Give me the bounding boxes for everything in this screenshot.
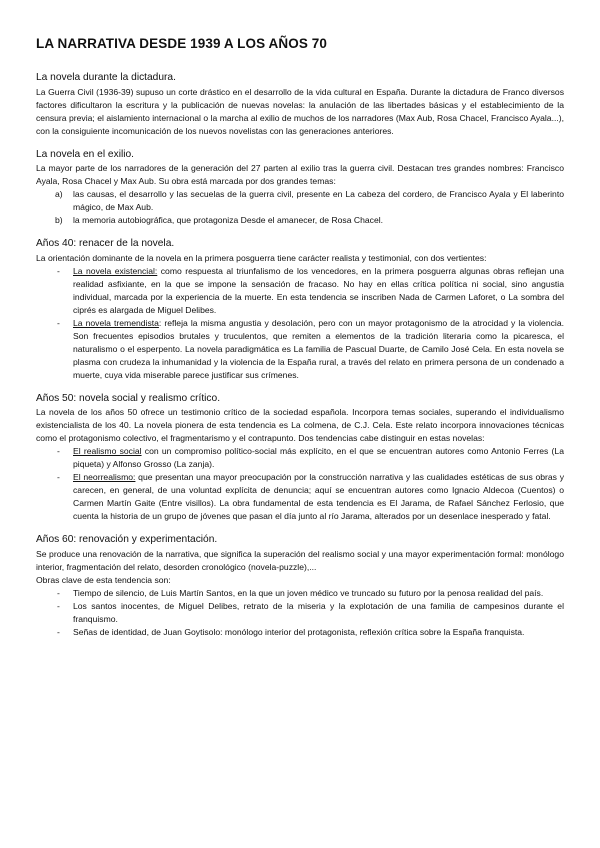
list-item-term: La novela tremendista [73,317,159,328]
list-item [36,188,564,214]
list-marker: - [57,446,60,456]
list-item-term: El realismo social [73,446,142,456]
list-item [36,445,564,471]
list-item-text: que presentan una mayor preocupación por la construcción narrativa y las cualidades estéticas de sus obras y carecen, en general, de una voluntad explícita de denuncia; aquí se encuentran autores como Ignacio Aldecoa (Cuentos) o Carmen Martín Gaite (Entre visillos). La obra fundamental de esta tendencia es El Jarama, de Rafael Sánchez Ferlosio, que cuenta la historia de un grupo de jóvenes que pasan el día junto al río Jarama, alterados por un desenlace inesperado y fatal. [73,472,565,521]
list-item [36,471,564,523]
section-exilio [36,149,564,228]
section-anos-60 [36,534,564,639]
list-item [36,626,564,639]
section-heading: Años 50: novela social y realismo crítico. [36,392,221,404]
list-marker: - [57,587,60,598]
list-item [36,214,564,227]
section-heading: Años 60: renovación y experimentación. [36,534,218,545]
section-paragraph: La mayor parte de los narradores de la generación del 27 parten al exilio tras la guerra civil. Destacan tres grandes nombres: Francisco Ayala, Rosa Chacel y Max Aub. Su obra está marcada por dos grandes temas: [36,163,564,186]
section-paragraph: La novela de los años 50 ofrece un testimonio crítico de la sociedad española. Incorpora temas sociales, superando el individualismo existencialista de los 40. La novela pionera de esta tendencia es La colmena, de C.J. Cela. Este relato incorpora innovaciones técnicas como el protagonismo colectivo, el fragmentarismo y el contrapunto. Dos tendencias cabe distinguir en estas novelas: [36,407,564,443]
list-marker: - [57,626,60,637]
dash-list [36,265,564,382]
section-paragraph: Se produce una renovación de la narrativa, que significa la superación del realismo social y una mayor experimentación formal: monólogo interior, fragmentación del relato, desorden cronológico (novela-puzzle),... [36,548,564,572]
list-item [36,265,564,317]
section-paragraph-2: Obras clave de esta tendencia son: [36,574,171,585]
section-heading: Años 40: renacer de la novela. [36,238,175,249]
list-item-text: como respuesta al triunfalismo de los vencedores, en la primera posguerra algunas obras reflejan una realidad asfixiante, en la que se impone la sensación de fracaso. No hay en ellas crítica política ni social, sino angustia individual, marcada por la experiencia de la muerte. En esta tendencia se inscriben Nada de Carmen Laforet, o La sombra del ciprés es alargada de Miguel Delibes. [73,265,564,315]
dash-list [36,587,564,639]
list-marker: - [57,600,60,611]
list-marker: a) [55,189,63,199]
document-title: LA NARRATIVA DESDE 1939 A LOS AÑOS 70 [36,36,328,51]
list-item-text: la memoria autobiográfica, que protagoniza Desde el amanecer, de Rosa Chacel. [73,215,384,225]
section-heading: La novela durante la dictadura. [36,72,176,83]
list-marker: b) [55,215,63,225]
lettered-list [36,188,564,227]
list-item-text: Señas de identidad, de Juan Goytisolo: monólogo interior del protagonista, reflexión crítica sobre la España franquista. [73,626,525,637]
section-heading: La novela en el exilio. [36,148,134,160]
list-item-term: La novela existencial: [73,265,158,276]
section-paragraph: La orientación dominante de la novela en la primera posguerra tiene carácter realista y testimonial, con dos vertientes: [36,252,487,263]
list-item-text: : refleja la misma angustia y desolación, pero con un mayor protagonismo de la atrocidad y la violencia. Son frecuentes episodios brutales y truculentos, que remiten a elementos de la tradición literaria como la picaresca, el naturalismo o el esperpento. La novela paradigmática es La familia de Pascual Duarte, de Camilo José Cela. En esta novela se plasma con crudeza la inhumanidad y la violencia de la España rural, a través del relato en primera persona de un condenado a muerte, cuya vida miserable parece justificar sus crímenes. [73,317,564,380]
list-item-term: El neorrealismo: [73,472,136,482]
section-paragraph: La Guerra Civil (1936-39) supuso un corte drástico en el desarrollo de la vida cultural en España. Durante la dictadura de Franco diversos factores dificultaron la escritura y la publicación de nuevas novelas: la anulación de las libertades básicas y el establecimiento de la censura previa; el aislamiento internacional o la marcha al exilio de muchos de los narradores (Max Aub, Rosa Chacel, Francisco Ayala...), con la consiguiente incomunicación de los nuevos novelistas con las generaciones anteriores. [36,86,564,136]
list-marker: - [57,317,60,328]
list-marker: - [57,265,60,276]
section-anos-50 [36,393,564,524]
dash-list [36,445,564,523]
list-item [36,600,564,626]
list-item [36,317,564,382]
list-item [36,587,564,600]
list-item-text: Los santos inocentes, de Miguel Delibes, retrato de la miseria y la explotación de una familia de campesinos durante el franquismo. [73,600,564,624]
list-marker: - [57,472,60,482]
section-dictadura [36,72,564,138]
section-anos-40 [36,238,564,382]
list-item-text: las causas, el desarrollo y las secuelas de la guerra civil, presente en La cabeza del cordero, de Francisco Ayala y El laberinto mágico, de Max Aub. [73,189,564,212]
list-item-text: Tiempo de silencio, de Luis Martín Santos, en la que un joven médico ve truncado su futuro por la penosa realidad del país. [73,587,544,598]
list-item-text: con un compromiso político-social más explícito, en el que se encuentran autores como Antonio Ferres (La piqueta) y Alfonso Grosso (La zanja). [73,446,564,469]
